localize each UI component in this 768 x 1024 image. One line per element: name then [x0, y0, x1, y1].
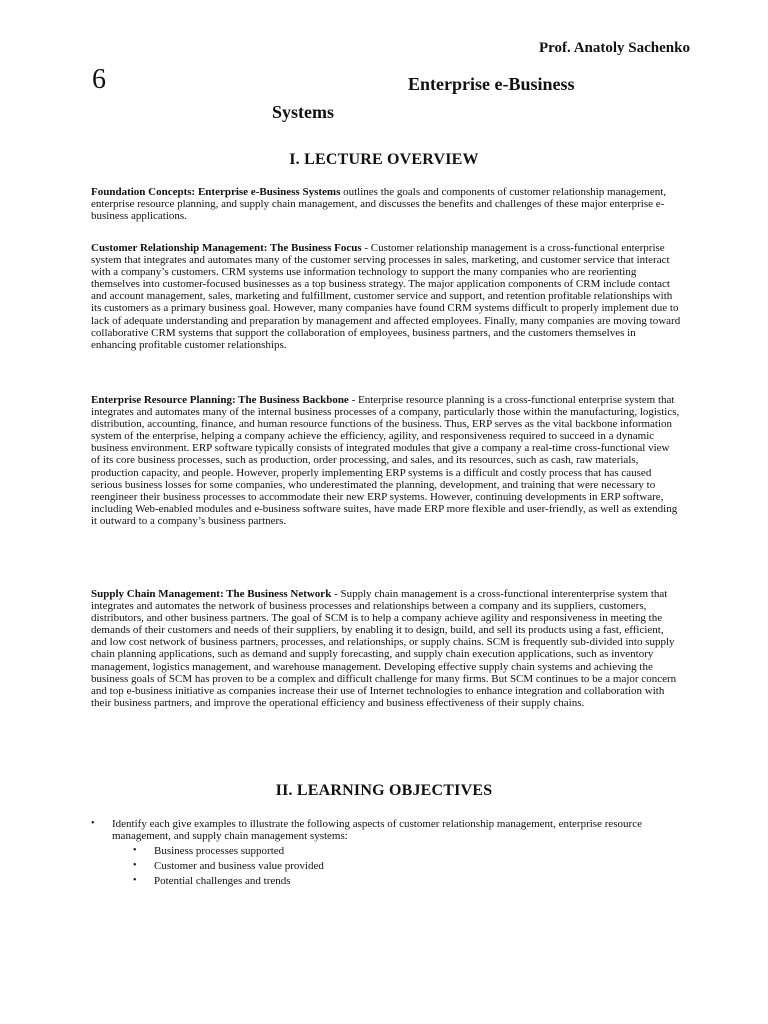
paragraph-lead: Foundation Concepts: Enterprise e-Business Systems	[91, 186, 341, 198]
paragraph-lead: Enterprise Resource Planning: The Business Backbone	[91, 394, 349, 406]
author-name: Prof. Anatoly Sachenko	[539, 40, 690, 56]
paragraph-crm	[91, 242, 681, 351]
chapter-title-line-1: Enterprise e-Business	[408, 74, 575, 94]
section-heading-objectives: II. LEARNING OBJECTIVES	[275, 782, 493, 799]
paragraph-lead: Supply Chain Management: The Business Network	[91, 588, 332, 600]
bullet-icon: •	[133, 845, 137, 857]
chapter-title-line-2: Systems	[272, 102, 334, 122]
bullet-icon: •	[91, 818, 95, 829]
sub-list-item-text: Customer and business value provided	[154, 860, 324, 873]
bullet-icon: •	[133, 860, 137, 872]
sub-list-item-text: Business processes supported	[154, 845, 285, 858]
paragraph-body: - Customer relationship management is a cross-functional enterprise system that integrates and automates many of the customer serving processes in sales, marketing, and customer service that interact with a company’s customers. CRM systems use information technology to support the many companies who are reorienting themselves into customer-focused businesses as a top business strategy. The major application components of CRM include contact and account management, sales, marketing and fulfillment, customer service and support, and retention profitable relationships with its customers as a primary business goal. However, many companies have found CRM systems difficult to properly implement due to lack of adequate understanding and preparation by management and affected employees. Finally, many companies are moving toward collaborative CRM systems that support the collaboration of employees, business partners, and the customers themselves in enhancing profitable customer relationships.	[91, 242, 681, 351]
paragraph-lead: Customer Relationship Management: The Business Focus	[91, 242, 362, 254]
section-heading-overview: I. LECTURE OVERVIEW	[289, 151, 479, 168]
paragraph-scm	[91, 588, 681, 709]
paragraph-body: - Enterprise resource planning is a cross-functional enterprise system that integrates and automates many of the internal business processes of a company, particularly those within the manufacturing, logistics, distribution, accounting, finance, and human resource functions of the business. Thus, ERP serves as the vital backbone information system of the enterprise, helping a company achieve the efficiency, agility, and responsiveness required to succeed in a dynamic business environment. ERP software typically consists of integrated modules that give a company a real-time cross-functional view of its core business processes, such as production, order processing, and sales, and its resources, such as cash, raw materials, production capacity, and people. However, properly implementing ERP systems is a difficult and costly process that has caused serious business losses for some companies, who underestimated the planning, development, and training that were necessary to reengineer their business processes to accommodate their new ERP systems. However, continuing developments in ERP software, including Web-enabled modules and e-business software suites, have made ERP more flexible and user-friendly, as well as extending it outward to a company’s business partners.	[91, 394, 680, 527]
paragraph-foundation-concepts	[91, 186, 681, 222]
sub-list-item	[133, 860, 681, 872]
objectives-list	[91, 818, 681, 890]
sub-list-item	[133, 845, 681, 857]
list-item-text: Identify each give examples to illustrate the following aspects of customer relationship management, enterprise resource management, and supply chain management systems:	[112, 818, 642, 843]
sub-list-item-text: Potential challenges and trends	[154, 875, 291, 888]
sub-list-item	[133, 875, 681, 887]
list-item	[91, 818, 681, 887]
paragraph-body: outlines the goals and components of customer relationship management, enterprise resource planning, and supply chain management, and discusses the benefits and challenges of these major enterprise e-business applications.	[91, 186, 667, 223]
paragraph-erp	[91, 394, 681, 527]
sub-list	[112, 845, 681, 887]
chapter-number: 6	[92, 64, 106, 95]
paragraph-body: - Supply chain management is a cross-functional interenterprise system that integrates and automates the network of business processes and relationships between a company and its suppliers, customers, distributors, and other business partners. The goal of SCM is to help a company achieve agility and responsiveness in meeting the demands of their customers and needs of their suppliers, by enabling it to design, build, and sell its products using a fast, efficient, and low cost network of business partners, processes, and relationships, or supply chains. SCM is frequently sub-divided into supply chain planning applications, such as demand and supply forecasting, and supply chain execution applications, such as inventory management, logistics management, and warehouse management. Developing effective supply chain systems and achieving the business goals of SCM has proven to be a complex and difficult challenge for many firms. But SCM continues to be a major concern and top e-business initiative as companies increase their use of Internet technologies to enhance integration and collaboration with their business partners, and improve the operational efficiency and business effectiveness of their supply chains.	[91, 588, 677, 709]
bullet-icon: •	[133, 875, 137, 887]
